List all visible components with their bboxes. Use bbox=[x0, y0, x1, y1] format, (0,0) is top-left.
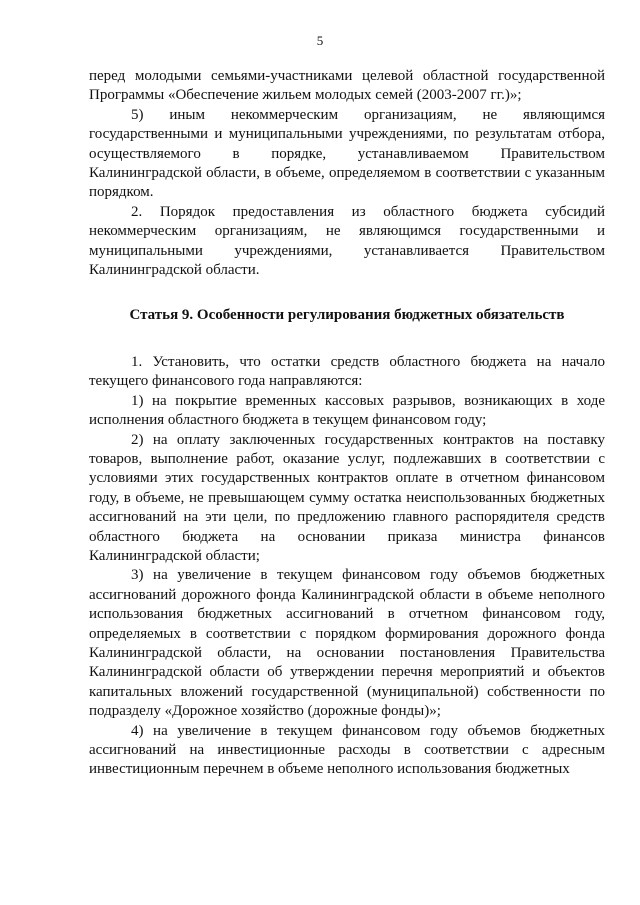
paragraph-point-1: 1. Установить, что остатки средств областного бюджета на начало текущего финансового года направляются: bbox=[89, 353, 605, 390]
page-number: 5 bbox=[316, 33, 324, 48]
paragraph-point-2: 2. Порядок предоставления из областного бюджета субсидий некоммерческим организациям, не являющимся государственными и муниципальными учреждениями, устанавливается Правительством Калининградской области. bbox=[89, 203, 605, 279]
paragraph-subitem-3: 3) на увеличение в текущем финансовом году объемов бюджетных ассигнований дорожного фонда Калининградской области в объеме неполного использования бюджетных ассигнований в отчетном финансовом году, определяемых в соответствии с порядком формирования дорожного фонда Калининградской области, на основании постановления Правительства Калининградской области об утверждении перечня мероприятий и объектов капитальных вложений государственной (муниципальной) собственности по подразделу «Дорожное хозяйство (дорожные фонды)»; bbox=[89, 567, 605, 720]
paragraph-subitem-1: 1) на покрытие временных кассовых разрывов, возникающих в ходе исполнения областного бюджета в текущем финансовом году; bbox=[89, 392, 605, 429]
article-heading: Статья 9. Особенности регулирования бюджетных обязательств bbox=[129, 307, 565, 324]
paragraph-subitem-4: 4) на увеличение в текущем финансовом году объемов бюджетных ассигнований на инвестиционные расходы в соответствии с адресным инвестиционным перечнем в объеме неполного использования бюджетных bbox=[89, 722, 605, 778]
paragraph-item-5: 5) иным некоммерческим организациям, не являющимся государственными и муниципальными учреждениями, по результатам отбора, осуществляемого в порядке, устанавливаемом Правительством Калининградской области, в объеме, определяемом в соответствии с указанным порядком. bbox=[89, 106, 605, 201]
document-body bbox=[89, 67, 605, 780]
paragraph-continuation: перед молодыми семьями-участниками целевой областной государственной Программы «Обеспечение жильем молодых семей (2003-2007 гг.)»; bbox=[89, 68, 605, 104]
paragraph-subitem-2: 2) на оплату заключенных государственных контрактов на поставку товаров, выполнение работ, оказание услуг, подлежавших в соответствии с условиями этих государственных контрактов оплате в отчетном финансовом году, в объеме, не превышающем сумму остатка неиспользованных бюджетных ассигнований на эти цели, по предложению главного распорядителя средств областного бюджета на основании приказа министра финансов Калининградской области; bbox=[89, 431, 605, 564]
